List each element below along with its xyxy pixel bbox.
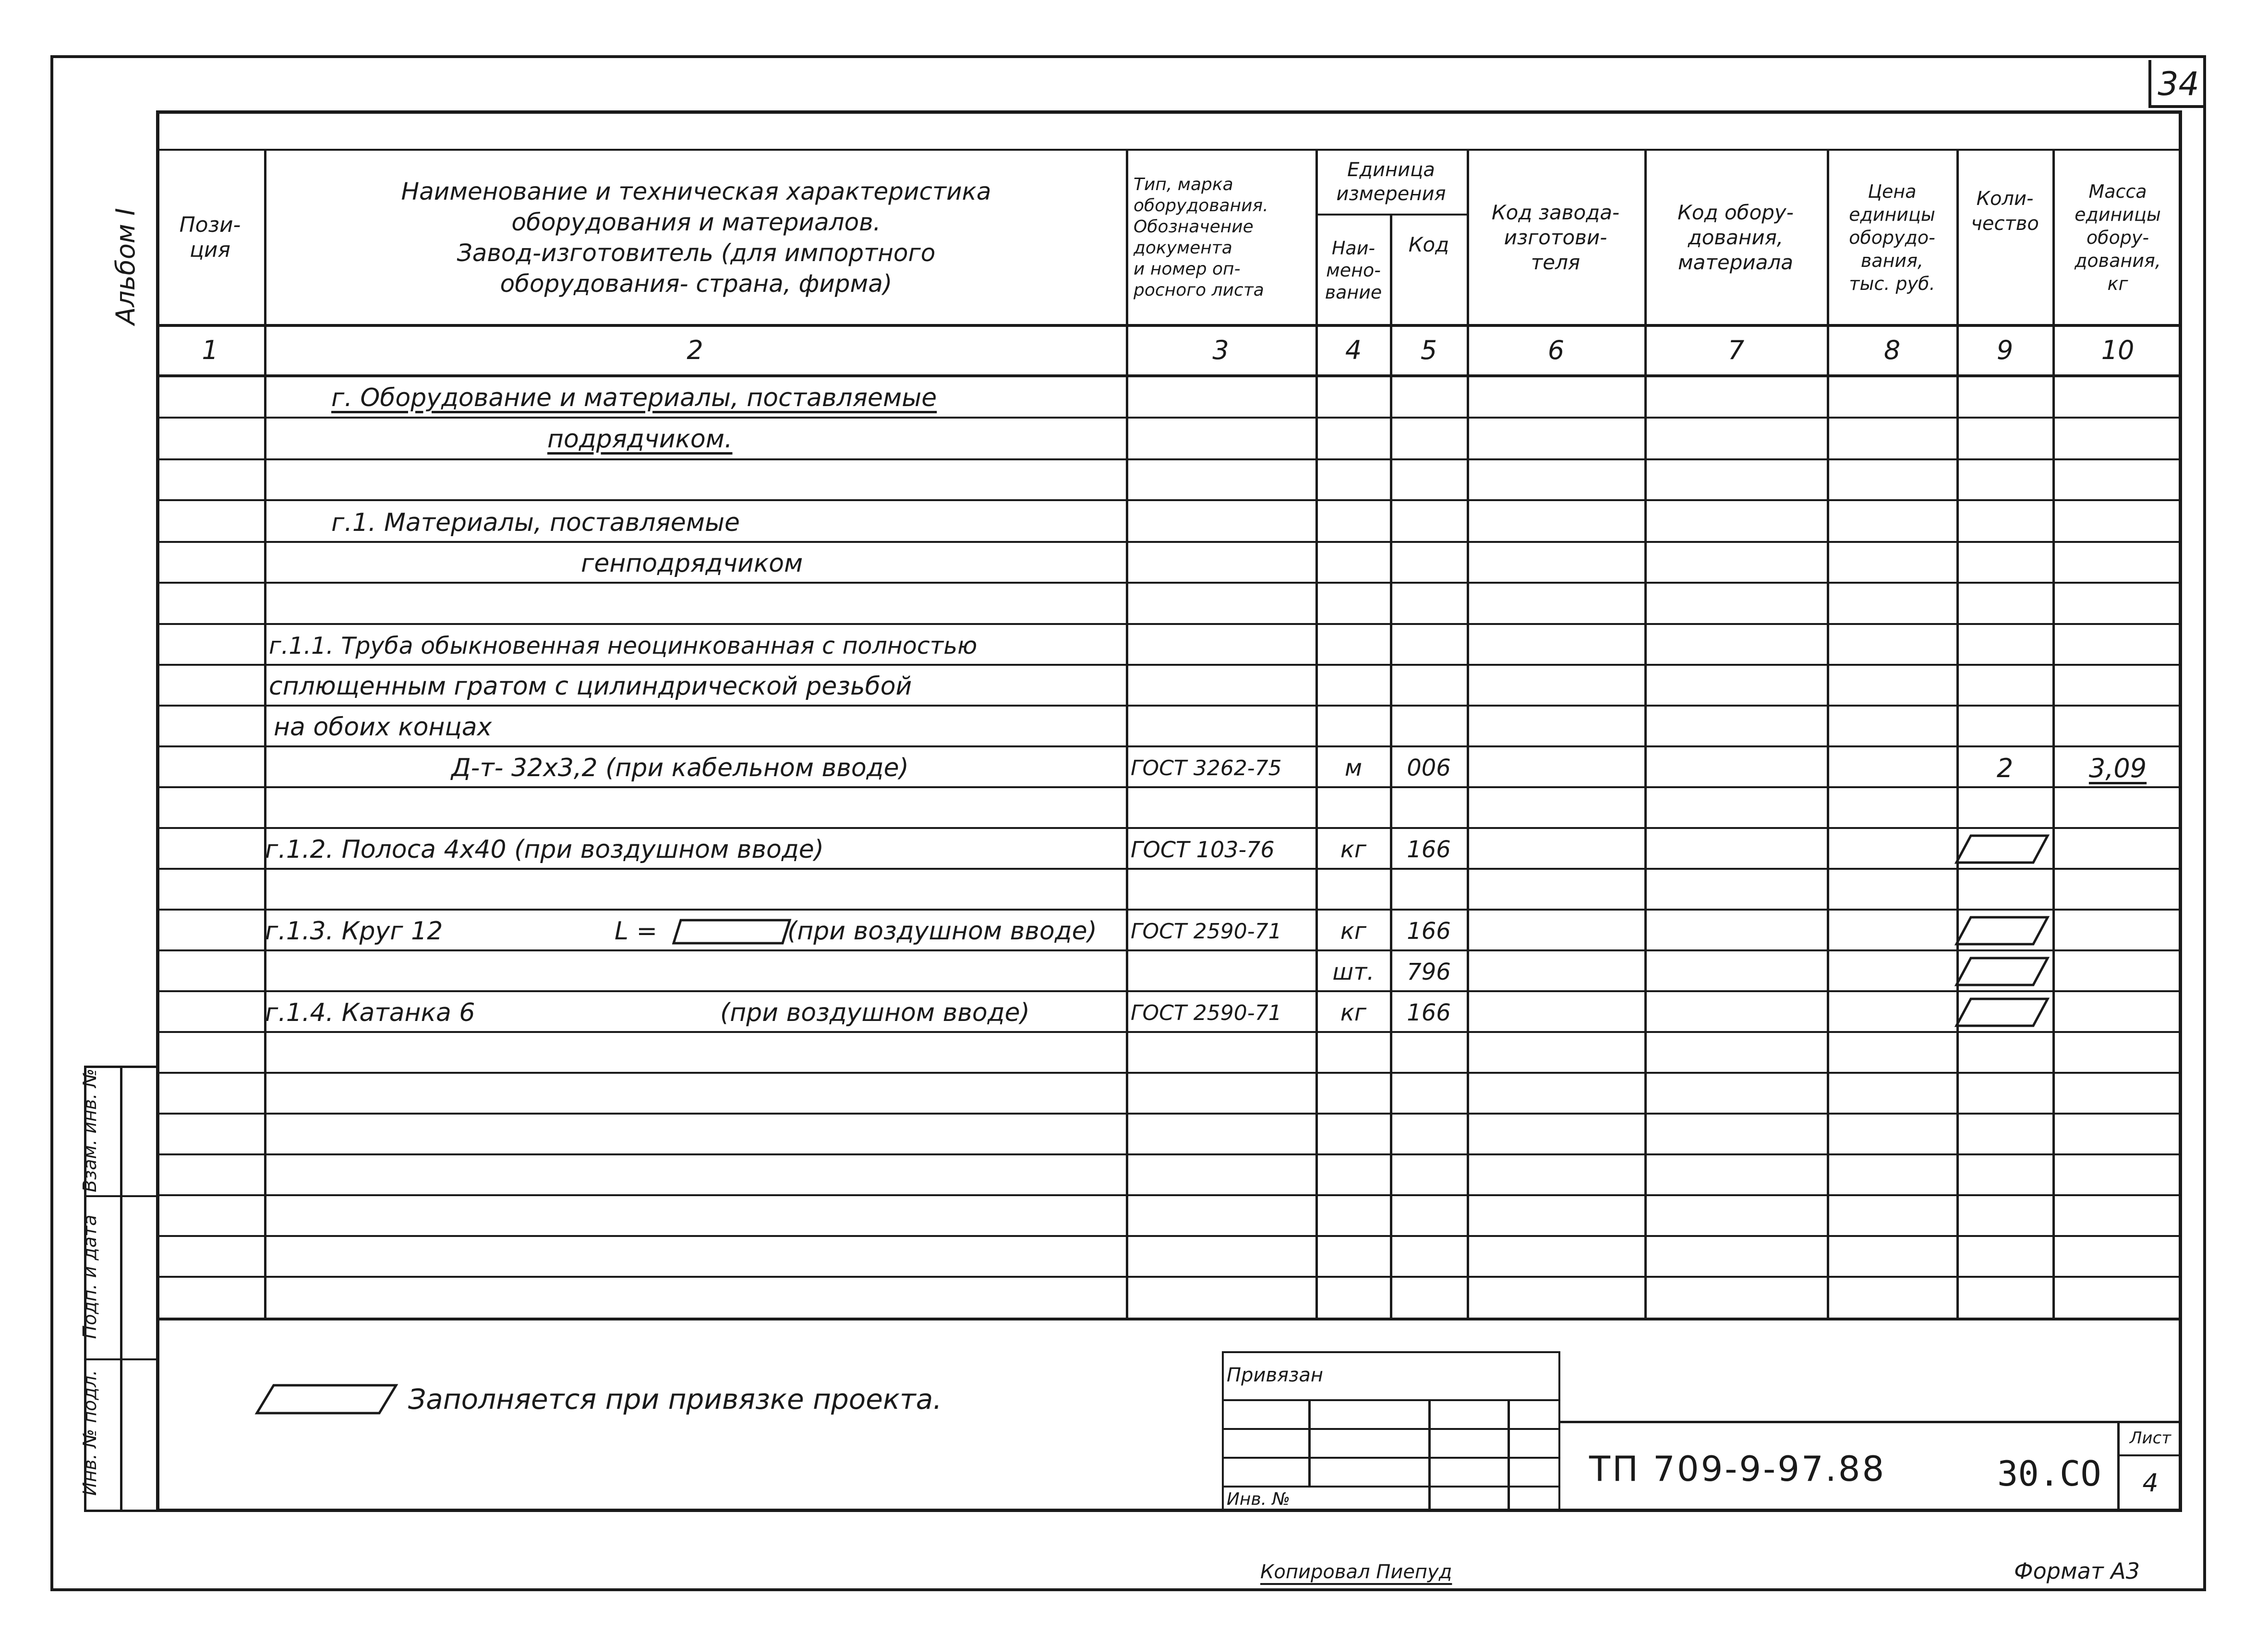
fill-in-box-icon bbox=[672, 918, 792, 946]
header-text: Обозначение bbox=[1134, 217, 1254, 237]
side-stamp-sign-label: Подп. и дата bbox=[79, 1214, 100, 1339]
section-g1-title-cont: генподрядчиком bbox=[581, 549, 803, 578]
footer-copied-by-text: Копировал Пиепуд bbox=[1260, 1561, 1452, 1583]
section-g-title bbox=[331, 379, 937, 417]
row-line bbox=[156, 1113, 2182, 1115]
header-mass bbox=[2055, 151, 2181, 324]
section-g1-title: г.1. Материалы, поставляемые bbox=[331, 508, 740, 537]
column-number: 7 bbox=[1727, 335, 1745, 365]
item-2-1-2-doc: ГОСТ 103-76 bbox=[1131, 837, 1275, 863]
header-text: Код обору- bbox=[1677, 201, 1794, 224]
header-text: измерения bbox=[1336, 183, 1446, 205]
row-line bbox=[156, 990, 2182, 992]
header-text: Цена bbox=[1868, 181, 1917, 202]
side-stamp-divider bbox=[120, 1066, 122, 1512]
header-text: Наи- bbox=[1331, 237, 1375, 259]
header-text: оборудования- страна, фирма) bbox=[500, 270, 893, 298]
col-line bbox=[1315, 149, 1318, 1318]
header-text: вания, bbox=[1860, 250, 1924, 271]
item-2-1-2-code: 166 bbox=[1407, 836, 1451, 863]
album-label: Альбом I bbox=[110, 208, 141, 325]
header-text: ция bbox=[189, 238, 230, 262]
column-number: 6 bbox=[1547, 335, 1565, 365]
item-2-1-1-line2: сплющенным гратом с цилиндрической резьбой bbox=[269, 672, 912, 701]
item-2-1-3-code: 166 bbox=[1407, 918, 1451, 945]
col-line bbox=[2052, 149, 2055, 1318]
item-2-1-1-mass bbox=[2055, 749, 2181, 787]
legend-text: Заполняется при привязке проекта. bbox=[408, 1383, 942, 1416]
item-2-1-3-doc: ГОСТ 2590-71 bbox=[1131, 919, 1282, 944]
header-unit bbox=[1318, 151, 1464, 213]
tied-box-col bbox=[1508, 1399, 1510, 1512]
row-line bbox=[156, 623, 2182, 625]
header-text: дования, bbox=[2075, 250, 2161, 271]
column-number-line bbox=[156, 374, 2182, 377]
header-text: и номер оп- bbox=[1134, 259, 1241, 279]
header-text: Масса bbox=[2088, 181, 2147, 202]
item-2-1-3-l: L = bbox=[615, 917, 658, 946]
title-block-sheet-number: 4 bbox=[2142, 1469, 2159, 1498]
page-number: 34 bbox=[2158, 65, 2199, 103]
row-line bbox=[156, 1072, 2182, 1074]
header-top-line bbox=[156, 149, 2182, 151]
row-line bbox=[156, 827, 2182, 829]
section-g-text: г. Оборудование и материалы, поставляемые bbox=[331, 384, 937, 412]
header-type bbox=[1131, 151, 1316, 324]
title-block-sheet-line bbox=[2117, 1454, 2182, 1456]
header-text: документа bbox=[1134, 238, 1232, 258]
tied-box-col bbox=[1308, 1399, 1311, 1486]
item-2-1-2-unit: кг bbox=[1340, 836, 1367, 863]
title-block-doc-code: ТП 709-9-97.88 bbox=[1589, 1449, 1886, 1489]
header-price bbox=[1829, 151, 1955, 324]
item-2-1-1-line4: Д-т- 32х3,2 (при кабельном вводе) bbox=[451, 754, 909, 782]
tied-box-col bbox=[1428, 1399, 1431, 1512]
header-text: изготови- bbox=[1504, 226, 1607, 249]
item-2-1-1-unit: м bbox=[1344, 755, 1363, 781]
row-line bbox=[156, 458, 2182, 460]
header-equipment-code bbox=[1647, 151, 1824, 324]
item-2-1-4-doc: ГОСТ 2590-71 bbox=[1131, 1000, 1282, 1025]
item-2-1-3-unit: кг bbox=[1340, 918, 1367, 945]
item-2-1-1-doc: ГОСТ 3262-75 bbox=[1131, 756, 1282, 780]
item-2-1-4: г.1.4. Катанка 6 bbox=[265, 998, 475, 1027]
fill-in-box-icon bbox=[1954, 996, 2050, 1030]
row-line bbox=[156, 1194, 2182, 1196]
header-text: единицы bbox=[1849, 204, 1935, 225]
header-text: Тип, марка bbox=[1134, 175, 1233, 194]
header-text: мено- bbox=[1326, 259, 1381, 281]
header-text: оборудования и материалов. bbox=[511, 208, 881, 236]
header-text: дования, bbox=[1688, 226, 1784, 249]
fill-in-box-icon bbox=[1954, 914, 2050, 948]
column-number: 2 bbox=[687, 335, 703, 365]
col-line bbox=[1827, 149, 1829, 1318]
item-2-1-3: г.1.3. Круг 12 bbox=[265, 917, 443, 946]
header-text: Завод-изготовитель (для импортного bbox=[457, 239, 936, 267]
row-line bbox=[156, 909, 2182, 911]
col-line bbox=[1644, 149, 1647, 1318]
header-name bbox=[269, 151, 1123, 324]
item-2-1-3-unit2: шт. bbox=[1332, 959, 1375, 985]
column-number: 4 bbox=[1345, 335, 1362, 365]
row-line bbox=[156, 582, 2182, 584]
footer-copied-by bbox=[1260, 1555, 1452, 1589]
header-text: теля bbox=[1531, 251, 1580, 274]
header-quantity bbox=[1959, 151, 2051, 271]
header-text: росного листа bbox=[1134, 280, 1264, 300]
col-line bbox=[1126, 149, 1128, 1318]
header-text: чество bbox=[1971, 213, 2039, 235]
column-number: 1 bbox=[202, 335, 218, 365]
header-text: Код bbox=[1408, 233, 1449, 256]
header-text: материала bbox=[1677, 251, 1793, 274]
column-number: 9 bbox=[1996, 335, 2014, 365]
row-line bbox=[156, 499, 2182, 501]
header-text: Единица bbox=[1347, 159, 1435, 181]
item-2-1-4-code: 166 bbox=[1407, 999, 1451, 1026]
tied-box-inv-label: Инв. № bbox=[1227, 1489, 1291, 1509]
header-text: кг bbox=[2107, 273, 2128, 294]
header-unit-code bbox=[1392, 216, 1465, 274]
item-2-1-4-unit: кг bbox=[1340, 999, 1367, 1026]
header-position bbox=[158, 151, 262, 324]
fill-in-box-icon bbox=[254, 1382, 398, 1416]
col-line bbox=[1956, 149, 1959, 1318]
item-2-1-1-code: 006 bbox=[1407, 755, 1451, 781]
title-block-top bbox=[1560, 1421, 2182, 1423]
item-2-1-4-note: (при воздушном вводе) bbox=[720, 998, 1030, 1027]
header-text: Коли- bbox=[1976, 188, 2034, 210]
section-g-cont-text: подрядчиком. bbox=[547, 425, 733, 454]
table-bottom-line bbox=[156, 1318, 2182, 1320]
header-text: Код завода- bbox=[1491, 201, 1620, 224]
column-number: 8 bbox=[1883, 335, 1901, 365]
side-stamp-replace-label: Взам. инв. № bbox=[79, 1068, 100, 1193]
row-line bbox=[156, 1235, 2182, 1237]
header-plant-code bbox=[1469, 151, 1642, 324]
tied-box-title: Привязан bbox=[1227, 1364, 1324, 1386]
header-text: оборудования. bbox=[1134, 196, 1268, 216]
header-text: обору- bbox=[2086, 227, 2149, 248]
item-2-1-1-line1: г.1.1. Труба обыкновенная неоцинкованная с полностью bbox=[269, 632, 977, 660]
header-text: вание bbox=[1325, 281, 1382, 303]
title-block-sheet-label: Лист bbox=[2129, 1428, 2171, 1448]
footer-format: Формат А3 bbox=[2014, 1558, 2140, 1584]
fill-in-box-icon bbox=[1954, 955, 2050, 989]
side-stamp-inv-label: Инв. № подл. bbox=[79, 1369, 100, 1496]
column-number: 5 bbox=[1420, 335, 1437, 365]
header-text: Пози- bbox=[179, 213, 241, 237]
column-number: 10 bbox=[2101, 335, 2135, 365]
col-line bbox=[264, 149, 266, 1318]
header-text: оборудо- bbox=[1849, 227, 1935, 248]
header-text: Наименование и техническая характеристика bbox=[401, 178, 991, 205]
column-number: 3 bbox=[1212, 335, 1229, 365]
item-2-1-1-qty: 2 bbox=[1996, 753, 2014, 783]
header-text: тыс. руб. bbox=[1849, 273, 1935, 294]
col-line bbox=[1467, 149, 1469, 1318]
fill-in-box-icon bbox=[1954, 833, 2050, 866]
title-block-sheet-code: 30.СО bbox=[1997, 1453, 2101, 1494]
header-unit-name bbox=[1318, 216, 1389, 324]
item-2-1-2: г.1.2. Полоса 4х40 (при воздушном вводе) bbox=[265, 835, 824, 864]
item-2-1-3-note: (при воздушном вводе) bbox=[787, 917, 1097, 946]
item-2-1-1-line3: на обоих концах bbox=[274, 713, 492, 742]
item-2-1-1-mass-value: 3,09 bbox=[2088, 753, 2147, 783]
row-line bbox=[156, 417, 2182, 419]
row-line bbox=[156, 1276, 2182, 1278]
item-2-1-3-code2: 796 bbox=[1407, 959, 1451, 985]
section-g-title-cont bbox=[547, 420, 733, 458]
header-text: единицы bbox=[2075, 204, 2161, 225]
row-line bbox=[156, 1153, 2182, 1155]
